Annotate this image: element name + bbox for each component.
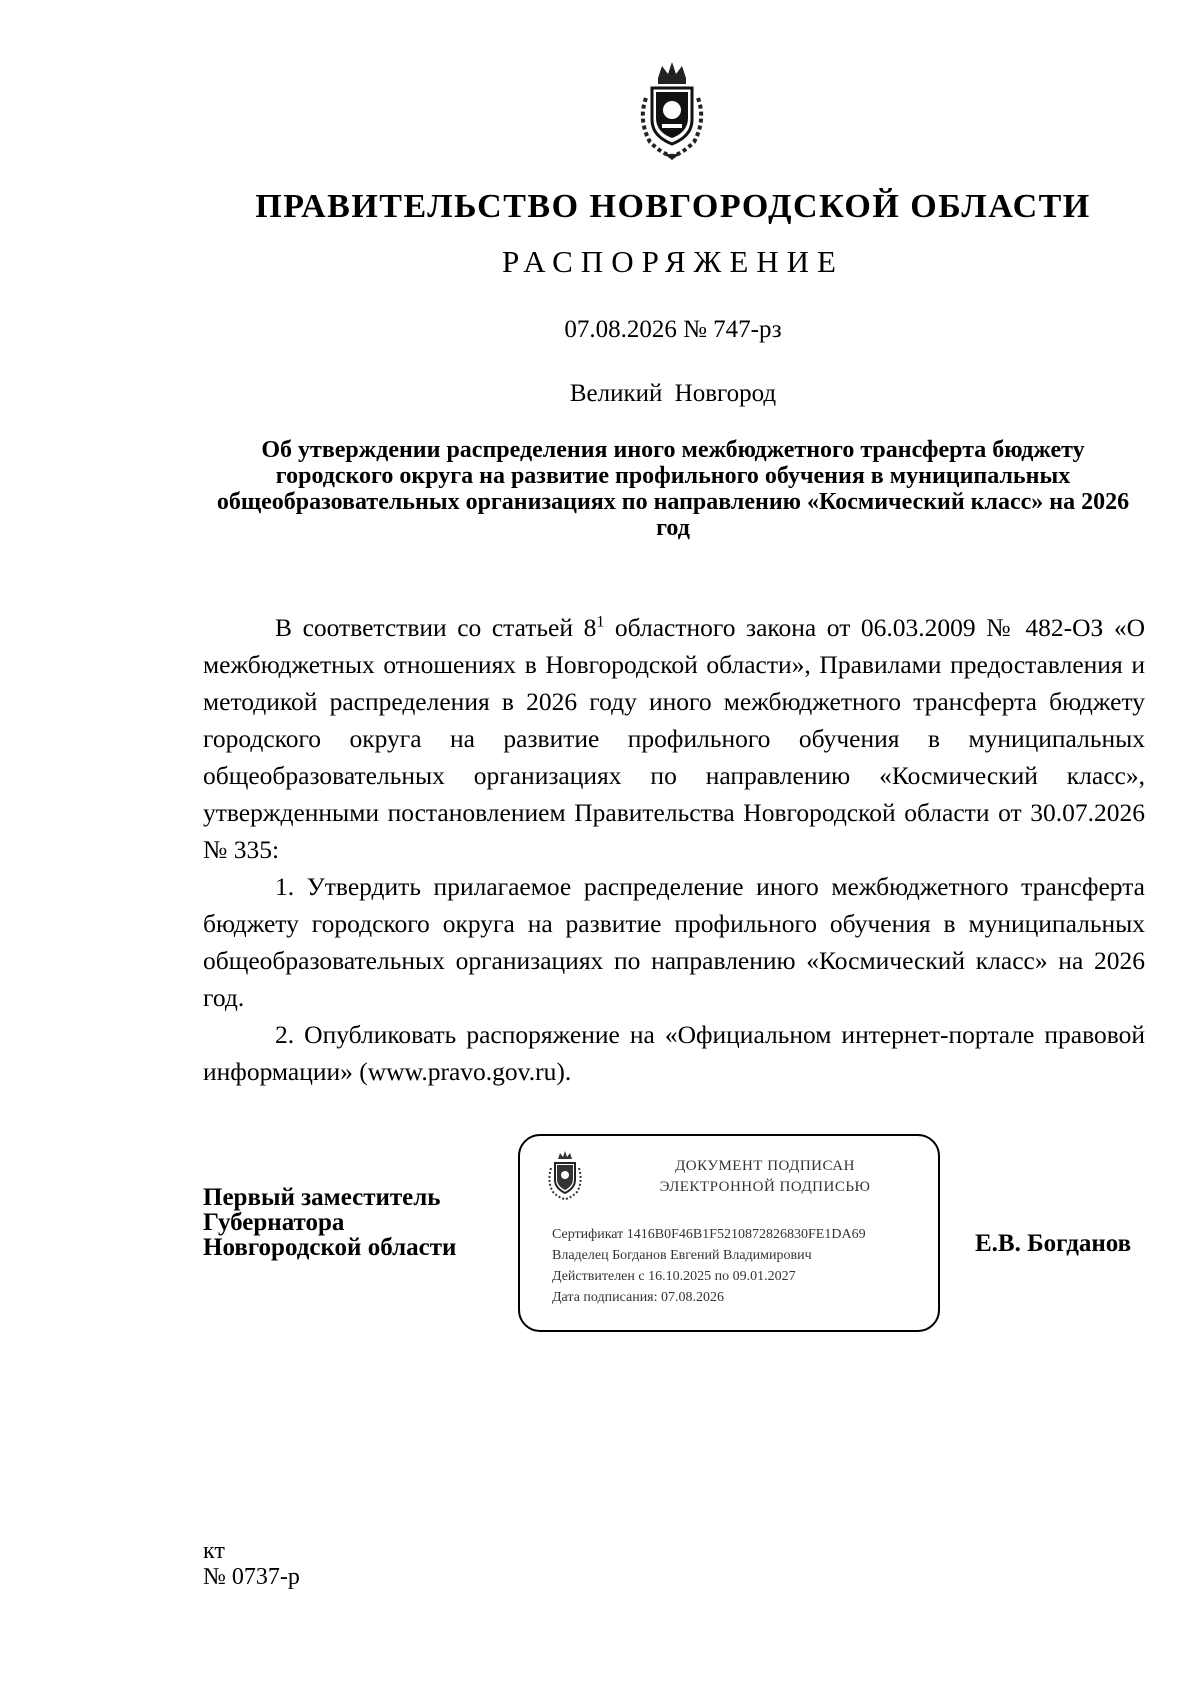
government-title: ПРАВИТЕЛЬСТВО НОВГОРОДСКОЙ ОБЛАСТИ	[255, 188, 1091, 225]
stamp-owner: Владелец Богданов Евгений Владимирович	[552, 1248, 812, 1263]
stamp-signed-date: Дата подписания: 07.08.2026	[552, 1290, 725, 1305]
stamp-heading-line2: ЭЛЕКТРОННОЙ ПОДПИСЬЮ	[659, 1179, 871, 1195]
preamble-text-end: областного закона от 06.03.2009 № 482-ОЗ «О межбюджетных отношениях в Новгородской области», Правилами предоставления и методикой распределения в 2026 году иного межбюджетного трансферта бюджету городского округа на развитие профильного обучения в муниципальных общеобразовательных организациях по направлению «Космический класс», утвержденными постановлением Правительства Новгородской области от 30.07.2026 № 335:	[203, 613, 1145, 864]
stamp-details	[552, 1224, 866, 1308]
stamp-heading	[620, 1156, 910, 1198]
footer-number: № 0737-р	[203, 1564, 300, 1590]
signer-position-line1: Первый заместитель	[203, 1184, 441, 1211]
electronic-signature-stamp	[518, 1134, 940, 1332]
footer-initials: кт	[203, 1538, 225, 1564]
document-type: РАСПОРЯЖЕНИЕ	[502, 244, 844, 279]
signer-position-line2: Губернатора	[203, 1209, 345, 1236]
document-subject: Об утверждении распределения иного межбюджетного трансферта бюджету городского округа на развитие профильного обучения в муниципальных общеобразовательных организациях по направлению «Космический класс» на 2026 год	[216, 437, 1130, 541]
footer-code	[203, 1538, 300, 1590]
date-and-number: 07.08.2026 № 747-рз	[564, 316, 782, 343]
clause-2: 2. Опубликовать распоряжение на «Официальном интернет-портале правовой информации» (www.pravo.gov.ru).	[203, 1020, 1145, 1086]
coat-of-arms-icon	[628, 58, 716, 162]
preamble-paragraph	[203, 609, 1145, 868]
place-of-issue: Великий Новгород	[569, 380, 777, 407]
stamp-certificate: Сертификат 1416B0F46B1F5210872826830FE1DA69	[552, 1227, 866, 1242]
signer-position-line3: Новгородской области	[203, 1234, 457, 1261]
stamp-validity: Действителен с 16.10.2025 по 09.01.2027	[552, 1269, 796, 1284]
preamble-text-start: В соответствии со статьей 8	[275, 613, 597, 642]
stamp-heading-line1: ДОКУМЕНТ ПОДПИСАН	[675, 1158, 855, 1174]
signer-position	[203, 1185, 456, 1260]
article-superscript: 1	[596, 613, 605, 631]
stamp-coat-of-arms-icon	[544, 1150, 586, 1202]
document-body	[203, 609, 1145, 1090]
signer-name: Е.В. Богданов	[975, 1230, 1132, 1257]
clause-1: 1. Утвердить прилагаемое распределение иного межбюджетного трансферта бюджету городского округа на развитие профильного обучения в муниципальных общеобразовательных организациях по направлению «Космический класс» на 2026 год.	[203, 872, 1145, 1012]
